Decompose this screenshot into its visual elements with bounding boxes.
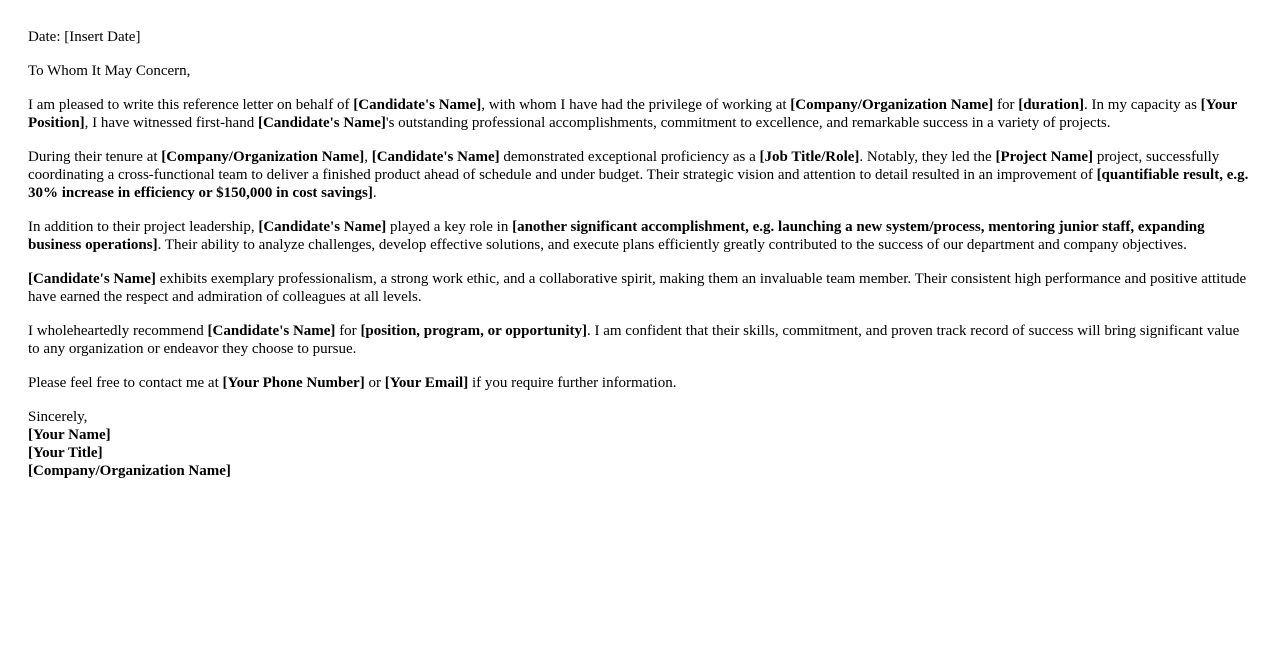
placeholder-field: [Your Position] [28,97,1238,131]
date-line: Date: [Insert Date] [28,29,141,45]
signature-company: [Company/Organization Name] [28,463,231,479]
body-text: Please feel free to contact me at [28,375,223,391]
placeholder-field: [another significant accomplishment, e.g. launching a new system/process, mentoring junior staff, expanding business operations] [28,219,1205,253]
placeholder-field: [Candidate's Name] [353,97,482,113]
placeholder-field: [position, program, or opportunity] [360,323,587,339]
body-text: 's outstanding professional accomplishments, commitment to excellence, and remarkable success in a variety of projects. [385,115,1111,131]
placeholder-field: [Candidate's Name] [28,271,156,287]
body-text: or [364,375,385,391]
placeholder-field: [Company/Organization Name] [161,149,365,165]
body-paragraph [28,322,1252,358]
reference-letter [28,28,1252,480]
signature-title: [Your Title] [28,445,103,461]
body-text: if you require further information. [468,375,677,391]
body-text: I am pleased to write this reference letter on behalf of [28,97,354,113]
salutation: To Whom It May Concern, [28,63,191,79]
placeholder-field: [Company/Organization Name] [790,97,994,113]
body-text: I wholeheartedly recommend [28,323,208,339]
signature-block [28,408,1252,480]
body-text: . [372,185,377,201]
body-text: , [364,149,372,165]
body-text: for [335,323,361,339]
body-text: . Their ability to analyze challenges, develop effective solutions, and execute plans efficiently greatly contributed to the success of our department and company objectives. [157,237,1187,253]
placeholder-field: [duration] [1018,97,1085,113]
body-text: In addition to their project leadership, [28,219,259,235]
body-paragraph [28,148,1252,202]
body-text: , with whom I have had the privilege of working at [481,97,791,113]
body-paragraph [28,374,1252,392]
body-text: , I have witnessed first-hand [84,115,258,131]
body-text: . In my capacity as [1084,97,1201,113]
placeholder-field: [Candidate's Name] [257,115,386,131]
placeholder-field: [Job Title/Role] [759,149,860,165]
body-text: demonstrated exceptional proficiency as a [499,149,760,165]
placeholder-field: [Project Name] [995,149,1094,165]
signature-name: [Your Name] [28,427,111,443]
body-paragraph [28,218,1252,254]
body-text: played a key role in [386,219,513,235]
body-text: During their tenure at [28,149,162,165]
body-text: . Notably, they led the [859,149,996,165]
body-paragraph [28,96,1252,132]
body-paragraph [28,270,1252,306]
body-text: for [993,97,1019,113]
body-text: project, successfully coordinating a cross-functional team to deliver a finished product ahead of schedule and under budget. Their strategic vision and attention to detail resulted in an improvement of [28,149,1220,183]
placeholder-field: [quantifiable result, e.g. 30% increase in efficiency or $150,000 in cost savings] [28,167,1249,201]
body-text: exhibits exemplary professionalism, a strong work ethic, and a collaborative spirit, making them an invaluable team member. Their consistent high performance and positive attitude have earned the respect and admiration of colleagues at all levels. [28,271,1247,305]
placeholder-field: [Candidate's Name] [371,149,500,165]
closing: Sincerely, [28,409,88,425]
placeholder-field: [Your Email] [384,375,469,391]
body-text: . I am confident that their skills, commitment, and proven track record of success will bring significant value to any organization or endeavor they choose to pursue. [28,323,1240,357]
placeholder-field: [Candidate's Name] [258,219,387,235]
placeholder-field: [Your Phone Number] [222,375,365,391]
placeholder-field: [Candidate's Name] [207,323,336,339]
